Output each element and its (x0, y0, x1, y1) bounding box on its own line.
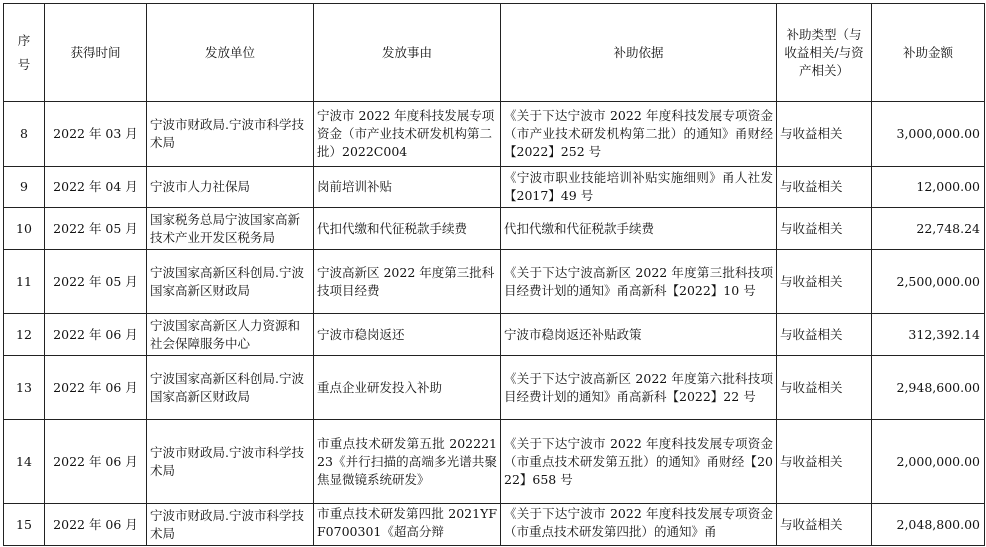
table-row (4, 504, 985, 546)
cell-type: 与收益相关 (777, 102, 872, 167)
cell-basis: 《宁波市职业技能培训补贴实施细则》甬人社发【2017】49 号 (501, 167, 777, 208)
header-issuer: 发放单位 (147, 4, 314, 102)
cell-seq: 11 (4, 250, 45, 314)
cell-amount: 2,948,600.00 (872, 356, 985, 420)
cell-basis: 《关于下达宁波高新区 2022 年度第六批科技项目经费计划的通知》甬高新科【2022】22 号 (501, 356, 777, 420)
cell-date: 2022 年 06 月 (45, 356, 147, 420)
cell-reason: 宁波市稳岗返还 (314, 314, 501, 356)
cell-type: 与收益相关 (777, 250, 872, 314)
cell-issuer: 宁波市财政局.宁波市科学技术局 (147, 420, 314, 504)
cell-basis: 代扣代缴和代征税款手续费 (501, 208, 777, 250)
table-row (4, 314, 985, 356)
table-row (4, 102, 985, 167)
cell-type: 与收益相关 (777, 356, 872, 420)
cell-issuer: 宁波国家高新区人力资源和社会保障服务中心 (147, 314, 314, 356)
cell-type: 与收益相关 (777, 420, 872, 504)
cell-basis: 《关于下达宁波市 2022 年度科技发展专项资金（市产业技术研发机构第二批）的通知》甬财经【2022】252 号 (501, 102, 777, 167)
header-reason: 发放事由 (314, 4, 501, 102)
table-row (4, 356, 985, 420)
cell-seq: 14 (4, 420, 45, 504)
cell-date: 2022 年 06 月 (45, 314, 147, 356)
header-seq: 序号 (4, 4, 45, 102)
cell-reason: 重点企业研发投入补助 (314, 356, 501, 420)
cell-seq: 9 (4, 167, 45, 208)
cell-issuer: 宁波市财政局.宁波市科学技术局 (147, 102, 314, 167)
cell-amount: 2,000,000.00 (872, 420, 985, 504)
cell-amount: 2,048,800.00 (872, 504, 985, 546)
cell-reason: 宁波市 2022 年度科技发展专项资金（市产业技术研发机构第二批）2022C004 (314, 102, 501, 167)
cell-date: 2022 年 05 月 (45, 208, 147, 250)
government-subsidy-table (3, 3, 985, 546)
header-date: 获得时间 (45, 4, 147, 102)
cell-reason: 岗前培训补贴 (314, 167, 501, 208)
cell-amount: 22,748.24 (872, 208, 985, 250)
cell-reason: 市重点技术研发第五批 20222123《并行扫描的高端多光谱共聚焦显微镜系统研发》 (314, 420, 501, 504)
cell-issuer: 宁波国家高新区科创局.宁波国家高新区财政局 (147, 356, 314, 420)
table-row (4, 167, 985, 208)
cell-basis: 宁波市稳岗返还补贴政策 (501, 314, 777, 356)
cell-amount: 2,500,000.00 (872, 250, 985, 314)
cell-issuer: 宁波市人力社保局 (147, 167, 314, 208)
cell-basis: 《关于下达宁波高新区 2022 年度第三批科技项目经费计划的通知》甬高新科【2022】10 号 (501, 250, 777, 314)
cell-seq: 13 (4, 356, 45, 420)
cell-seq: 10 (4, 208, 45, 250)
cell-type: 与收益相关 (777, 314, 872, 356)
cell-type: 与收益相关 (777, 208, 872, 250)
cell-type: 与收益相关 (777, 504, 872, 546)
cell-amount: 12,000.00 (872, 167, 985, 208)
cell-seq: 12 (4, 314, 45, 356)
cell-basis: 《关于下达宁波市 2022 年度科技发展专项资金（市重点技术研发第四批）的通知》甬 (501, 504, 777, 546)
cell-date: 2022 年 04 月 (45, 167, 147, 208)
cell-amount: 3,000,000.00 (872, 102, 985, 167)
cell-issuer: 国家税务总局宁波国家高新技术产业开发区税务局 (147, 208, 314, 250)
subsidy-table-container (3, 3, 985, 546)
cell-date: 2022 年 06 月 (45, 420, 147, 504)
table-row (4, 250, 985, 314)
cell-reason: 市重点技术研发第四批 2021YFF0700301《超高分辩 (314, 504, 501, 546)
table-header-row (4, 4, 985, 102)
table-row (4, 420, 985, 504)
cell-reason: 代扣代缴和代征税款手续费 (314, 208, 501, 250)
cell-date: 2022 年 05 月 (45, 250, 147, 314)
header-basis: 补助依据 (501, 4, 777, 102)
cell-amount: 312,392.14 (872, 314, 985, 356)
cell-date: 2022 年 06 月 (45, 504, 147, 546)
header-amount: 补助金额 (872, 4, 985, 102)
cell-issuer: 宁波国家高新区科创局.宁波国家高新区财政局 (147, 250, 314, 314)
cell-type: 与收益相关 (777, 167, 872, 208)
header-type: 补助类型（与收益相关/与资产相关） (777, 4, 872, 102)
cell-basis: 《关于下达宁波市 2022 年度科技发展专项资金（市重点技术研发第五批）的通知》甬财经【2022】658 号 (501, 420, 777, 504)
cell-seq: 15 (4, 504, 45, 546)
cell-seq: 8 (4, 102, 45, 167)
cell-date: 2022 年 03 月 (45, 102, 147, 167)
table-row (4, 208, 985, 250)
cell-reason: 宁波高新区 2022 年度第三批科技项目经费 (314, 250, 501, 314)
cell-issuer: 宁波市财政局.宁波市科学技术局 (147, 504, 314, 546)
